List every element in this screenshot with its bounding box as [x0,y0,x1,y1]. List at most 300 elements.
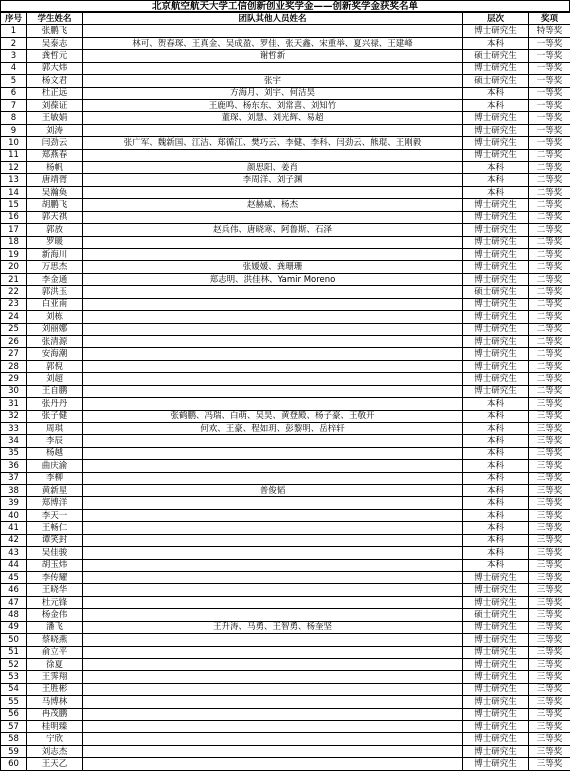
cell-name: 郭倪 [27,360,83,372]
cell-team [83,311,463,323]
cell-team [83,547,463,559]
table-row [1,596,570,608]
table-row [1,323,570,335]
cell-team [83,596,463,608]
cell-team [83,733,463,745]
cell-team: 张广军、魏新国、江洁、郑循江、樊巧云、李健、李科、闫劲云、熊琨、王刚毅 [83,137,463,149]
cell-name: 刘涛 [27,124,83,136]
cell-level: 博士研究生 [463,236,529,248]
cell-level: 本科 [463,447,529,459]
cell-no: 5 [1,75,27,87]
cell-no: 41 [1,522,27,534]
table-row [1,547,570,559]
cell-award: 三等奖 [529,758,570,770]
cell-name: 马博林 [27,696,83,708]
cell-team [83,584,463,596]
cell-team [83,509,463,521]
cell-team [83,497,463,509]
cell-team [83,286,463,298]
table-row [1,273,570,285]
table-row [1,497,570,509]
cell-award: 二等奖 [529,211,570,223]
cell-level: 本科 [463,174,529,186]
cell-award: 三等奖 [529,522,570,534]
cell-team [83,360,463,372]
cell-level: 博士研究生 [463,758,529,770]
table-row [1,609,570,621]
cell-no: 32 [1,410,27,422]
table-row [1,646,570,658]
table-row [1,559,570,571]
table-row [1,385,570,397]
cell-name: 李天一 [27,509,83,521]
cell-award: 三等奖 [529,596,570,608]
table-row [1,335,570,347]
cell-no: 6 [1,87,27,99]
cell-award: 二等奖 [529,261,570,273]
table-row [1,584,570,596]
cell-team: 赵赫威、杨杰 [83,199,463,211]
cell-name: 曲庆渝 [27,460,83,472]
cell-name: 桂明臻 [27,721,83,733]
cell-award: 三等奖 [529,671,570,683]
cell-level: 博士研究生 [463,708,529,720]
cell-no: 12 [1,162,27,174]
cell-team [83,323,463,335]
cell-level: 博士研究生 [463,335,529,347]
cell-award: 二等奖 [529,286,570,298]
cell-team [83,335,463,347]
table-row [1,199,570,211]
cell-level: 博士研究生 [463,261,529,273]
cell-team: 谢哲新 [83,50,463,62]
table-row [1,634,570,646]
cell-team [83,25,463,37]
cell-level: 博士研究生 [463,298,529,310]
cell-name: 王天乙 [27,758,83,770]
table-row [1,472,570,484]
cell-name: 王自鹏 [27,385,83,397]
table-row [1,298,570,310]
cell-level: 博士研究生 [463,584,529,596]
cell-name: 徐夏 [27,658,83,670]
header-no: 序号 [1,13,27,25]
cell-no: 19 [1,249,27,261]
cell-award: 三等奖 [529,658,570,670]
cell-award: 一等奖 [529,112,570,124]
cell-level: 博士研究生 [463,721,529,733]
sheet-title: 北京航空航天大学工信创新创业奖学金——创新奖学金获奖名单 [0,0,570,12]
cell-award: 特等奖 [529,25,570,37]
cell-award: 二等奖 [529,199,570,211]
cell-award: 二等奖 [529,298,570,310]
cell-award: 二等奖 [529,360,570,372]
cell-name: 龚哲元 [27,50,83,62]
cell-award: 三等奖 [529,621,570,633]
cell-no: 26 [1,335,27,347]
cell-no: 10 [1,137,27,149]
cell-name: 张丹丹 [27,398,83,410]
cell-name: 胡鹏飞 [27,199,83,211]
cell-level: 博士研究生 [463,124,529,136]
cell-no: 52 [1,658,27,670]
header-award: 奖项 [529,13,570,25]
cell-no: 13 [1,174,27,186]
table-row [1,149,570,161]
cell-name: 吴泰志 [27,37,83,49]
cell-name: 王霁翔 [27,671,83,683]
cell-name: 李金通 [27,273,83,285]
cell-team [83,398,463,410]
table-row [1,708,570,720]
cell-name: 杜正远 [27,87,83,99]
cell-no: 29 [1,373,27,385]
cell-name: 王晓华 [27,584,83,596]
cell-name: 新海川 [27,249,83,261]
cell-level: 本科 [463,186,529,198]
cell-no: 59 [1,745,27,757]
table-row [1,398,570,410]
cell-award: 三等奖 [529,683,570,695]
cell-team: 普俊韬 [83,485,463,497]
header-level: 层次 [463,13,529,25]
cell-name: 俞立平 [27,646,83,658]
cell-team: 王升涛、马勇、王智勇、杨奎坚 [83,621,463,633]
cell-name: 杨文君 [27,75,83,87]
cell-team [83,534,463,546]
cell-no: 50 [1,634,27,646]
cell-no: 51 [1,646,27,658]
cell-name: 白亚南 [27,298,83,310]
cell-level: 硕士研究生 [463,286,529,298]
cell-level: 本科 [463,534,529,546]
cell-award: 二等奖 [529,335,570,347]
cell-award: 三等奖 [529,485,570,497]
cell-team [83,609,463,621]
cell-name: 刘志杰 [27,745,83,757]
cell-team [83,571,463,583]
cell-award: 三等奖 [529,509,570,521]
table-row [1,137,570,149]
cell-award: 三等奖 [529,398,570,410]
table-row [1,211,570,223]
cell-name: 杨金伟 [27,609,83,621]
cell-name: 郭放 [27,224,83,236]
cell-name: 刘栋 [27,311,83,323]
cell-name: 刘超 [27,373,83,385]
cell-name: 万思杰 [27,261,83,273]
cell-award: 三等奖 [529,584,570,596]
cell-no: 43 [1,547,27,559]
table-row [1,509,570,521]
cell-no: 30 [1,385,27,397]
cell-award: 二等奖 [529,323,570,335]
cell-award: 三等奖 [529,559,570,571]
cell-award: 二等奖 [529,186,570,198]
cell-award: 一等奖 [529,124,570,136]
table-row [1,224,570,236]
cell-level: 博士研究生 [463,224,529,236]
cell-no: 36 [1,460,27,472]
cell-name: 胡玉炜 [27,559,83,571]
cell-no: 11 [1,149,27,161]
cell-no: 2 [1,37,27,49]
cell-level: 博士研究生 [463,385,529,397]
cell-name: 杜元锋 [27,596,83,608]
cell-team [83,249,463,261]
cell-no: 18 [1,236,27,248]
cell-name: 刘丽娜 [27,323,83,335]
cell-award: 三等奖 [529,745,570,757]
cell-level: 博士研究生 [463,596,529,608]
cell-award: 二等奖 [529,311,570,323]
cell-team [83,236,463,248]
cell-team [83,472,463,484]
cell-name: 周琪 [27,422,83,434]
cell-name: 谭笑封 [27,534,83,546]
cell-team [83,634,463,646]
cell-level: 博士研究生 [463,199,529,211]
table-row [1,50,570,62]
cell-name: 郭洪玉 [27,286,83,298]
table-row [1,571,570,583]
cell-no: 4 [1,62,27,74]
cell-name: 张清源 [27,335,83,347]
table-row [1,261,570,273]
table-row [1,112,570,124]
cell-team: 张媛媛、龚珊珊 [83,261,463,273]
cell-team [83,435,463,447]
cell-team: 王鹿鸣、杨东东、刘常喜、刘知竹 [83,99,463,111]
cell-award: 三等奖 [529,733,570,745]
cell-award: 一等奖 [529,87,570,99]
cell-no: 27 [1,348,27,360]
table-row [1,683,570,695]
cell-name: 郭天祺 [27,211,83,223]
table-row [1,162,570,174]
cell-team [83,683,463,695]
cell-no: 15 [1,199,27,211]
header-team: 团队其他人员姓名 [83,13,463,25]
cell-award: 三等奖 [529,447,570,459]
header-name: 学生姓名 [27,13,83,25]
table-row [1,733,570,745]
cell-level: 博士研究生 [463,646,529,658]
cell-no: 38 [1,485,27,497]
cell-name: 郭大炜 [27,62,83,74]
cell-level: 博士研究生 [463,571,529,583]
cell-name: 吴瀚奐 [27,186,83,198]
cell-award: 二等奖 [529,224,570,236]
cell-team [83,373,463,385]
cell-award: 三等奖 [529,534,570,546]
cell-name: 王畅仁 [27,522,83,534]
award-table [0,12,570,771]
cell-level: 博士研究生 [463,149,529,161]
cell-no: 46 [1,584,27,596]
cell-award: 三等奖 [529,547,570,559]
cell-team [83,671,463,683]
cell-level: 博士研究生 [463,311,529,323]
cell-level: 硕士研究生 [463,75,529,87]
cell-name: 潘飞 [27,621,83,633]
cell-no: 58 [1,733,27,745]
cell-level: 博士研究生 [463,683,529,695]
cell-team: 郑志明、洪佳林、Yamir Moreno [83,273,463,285]
cell-no: 55 [1,696,27,708]
cell-no: 60 [1,758,27,770]
cell-award: 二等奖 [529,174,570,186]
cell-award: 三等奖 [529,410,570,422]
cell-name: 罗暖 [27,236,83,248]
cell-no: 3 [1,50,27,62]
cell-team [83,758,463,770]
cell-level: 本科 [463,37,529,49]
table-row [1,658,570,670]
table-row [1,87,570,99]
cell-level: 博士研究生 [463,348,529,360]
cell-no: 31 [1,398,27,410]
table-row [1,37,570,49]
cell-name: 冉茂鹏 [27,708,83,720]
cell-no: 25 [1,323,27,335]
cell-team: 董琛、刘慧、刘光辉、易超 [83,112,463,124]
cell-team: 何欢、王豪、程如玥、彭黎明、岳梓轩 [83,422,463,434]
cell-team [83,646,463,658]
cell-level: 硕士研究生 [463,50,529,62]
cell-no: 57 [1,721,27,733]
cell-level: 博士研究生 [463,745,529,757]
cell-level: 本科 [463,398,529,410]
cell-award: 二等奖 [529,236,570,248]
cell-team: 李周洋、刘子渊 [83,174,463,186]
cell-team: 赵兵伟、唐晓寒、阿鲁斯、石泽 [83,224,463,236]
table-row [1,124,570,136]
cell-level: 博士研究生 [463,62,529,74]
cell-level: 本科 [463,460,529,472]
header-row [1,13,570,25]
table-row [1,422,570,434]
cell-award: 一等奖 [529,62,570,74]
table-row [1,286,570,298]
cell-level: 本科 [463,485,529,497]
table-row [1,62,570,74]
cell-name: 李传耀 [27,571,83,583]
cell-award: 一等奖 [529,137,570,149]
cell-award: 三等奖 [529,708,570,720]
cell-award: 三等奖 [529,609,570,621]
cell-no: 21 [1,273,27,285]
cell-team [83,447,463,459]
cell-team [83,696,463,708]
table-row [1,75,570,87]
cell-no: 48 [1,609,27,621]
cell-no: 33 [1,422,27,434]
cell-name: 刘葆证 [27,99,83,111]
cell-level: 博士研究生 [463,373,529,385]
cell-award: 二等奖 [529,348,570,360]
cell-level: 博士研究生 [463,360,529,372]
cell-award: 三等奖 [529,472,570,484]
cell-award: 三等奖 [529,460,570,472]
cell-award: 三等奖 [529,497,570,509]
cell-award: 二等奖 [529,385,570,397]
cell-level: 本科 [463,509,529,521]
table-row [1,460,570,472]
cell-award: 三等奖 [529,422,570,434]
table-row [1,621,570,633]
cell-level: 本科 [463,162,529,174]
cell-level: 博士研究生 [463,621,529,633]
cell-team [83,62,463,74]
cell-level: 本科 [463,522,529,534]
cell-no: 16 [1,211,27,223]
cell-level: 博士研究生 [463,211,529,223]
cell-name: 张鹏飞 [27,25,83,37]
cell-award: 二等奖 [529,249,570,261]
cell-name: 李辰 [27,435,83,447]
cell-award: 三等奖 [529,696,570,708]
cell-team [83,211,463,223]
table-row [1,745,570,757]
cell-name: 安海潮 [27,348,83,360]
table-row [1,671,570,683]
cell-no: 37 [1,472,27,484]
cell-level: 博士研究生 [463,25,529,37]
cell-team [83,385,463,397]
cell-no: 54 [1,683,27,695]
cell-no: 7 [1,99,27,111]
cell-name: 王敏娟 [27,112,83,124]
cell-level: 博士研究生 [463,671,529,683]
cell-no: 24 [1,311,27,323]
cell-team [83,186,463,198]
table-row [1,435,570,447]
cell-award: 三等奖 [529,571,570,583]
cell-level: 硕士研究生 [463,609,529,621]
cell-team: 方海月、刘宇、何洁昊 [83,87,463,99]
cell-level: 本科 [463,435,529,447]
cell-level: 本科 [463,559,529,571]
cell-level: 博士研究生 [463,249,529,261]
cell-level: 本科 [463,422,529,434]
cell-award: 三等奖 [529,646,570,658]
cell-award: 三等奖 [529,435,570,447]
table-body [1,25,570,770]
cell-award: 二等奖 [529,162,570,174]
cell-name: 郑博洋 [27,497,83,509]
table-row [1,99,570,111]
table-row [1,534,570,546]
cell-no: 9 [1,124,27,136]
cell-team [83,460,463,472]
cell-level: 博士研究生 [463,733,529,745]
cell-no: 35 [1,447,27,459]
table-row [1,186,570,198]
table-row [1,360,570,372]
cell-no: 20 [1,261,27,273]
cell-no: 34 [1,435,27,447]
cell-no: 17 [1,224,27,236]
cell-award: 二等奖 [529,149,570,161]
cell-level: 博士研究生 [463,273,529,285]
cell-name: 闫劲云 [27,137,83,149]
table-row [1,522,570,534]
cell-no: 56 [1,708,27,720]
table-row [1,174,570,186]
cell-name: 吴佳骏 [27,547,83,559]
cell-name: 杨越 [27,447,83,459]
